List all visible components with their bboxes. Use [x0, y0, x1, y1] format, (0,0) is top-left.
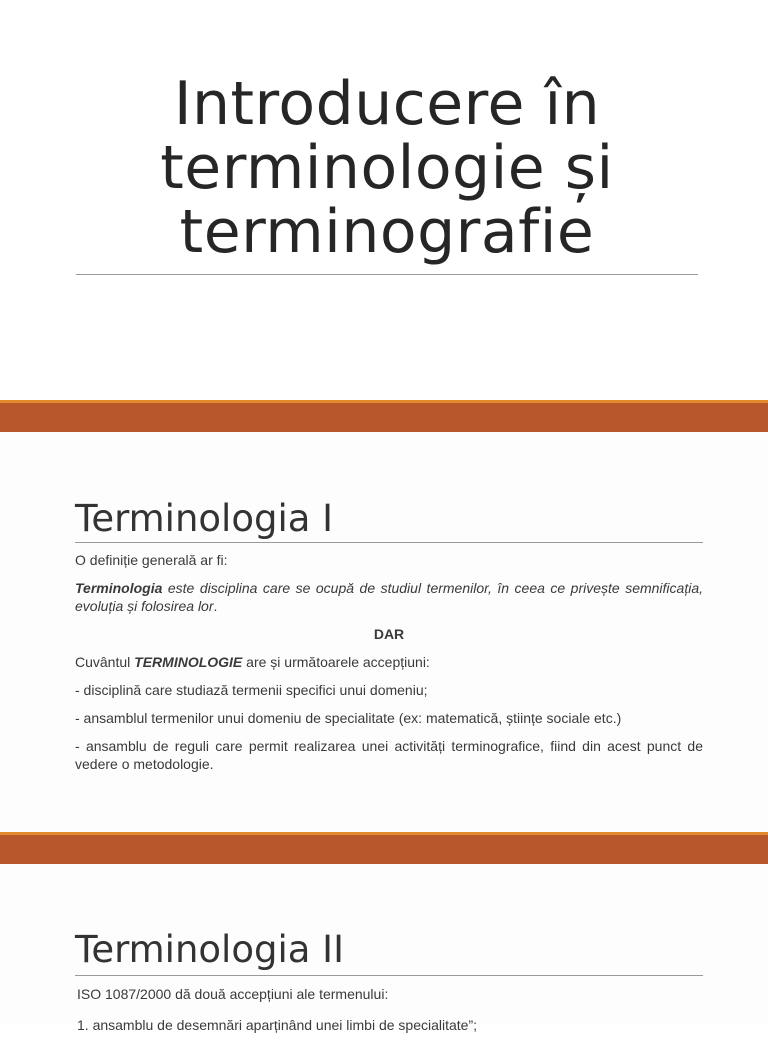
presentation-title [76, 69, 698, 267]
acceptions-term: TERMINOLOGIE [134, 654, 243, 670]
definition-end: . [213, 598, 218, 614]
list-item: - ansamblu de reguli care permit realizarea unei activități terminografice, fiind din acest punct de vedere o metodologie. [75, 738, 703, 772]
slide-terminologia-1 [0, 432, 768, 832]
title-line-2: terminologie și [160, 133, 614, 203]
dar-text: DAR [373, 626, 405, 642]
list-item: - ansamblul termenilor unui domeniu de specialitate (ex: matematică, științe sociale etc.) [75, 710, 622, 726]
title-divider [76, 274, 698, 275]
acceptions-suffix: are și următoarele accepțiuni: [242, 654, 430, 670]
list-item: - disciplină care studiază termenii specifici unui domeniu; [75, 682, 428, 698]
acceptions-intro [75, 653, 703, 671]
definition-paragraph [75, 579, 703, 615]
slide-heading: Terminologia II [75, 928, 344, 971]
slide-terminologia-2 [0, 864, 768, 1033]
list-item: 1. ansamblu de desemnări aparținând unei limbi de specialitate”; [77, 1017, 478, 1033]
slide-separator-band [0, 400, 768, 433]
heading-divider [75, 542, 703, 543]
title-line-3: terminografie [179, 197, 595, 267]
definition-term: Terminologia [75, 580, 163, 596]
intro-text: O definiție generală ar fi: [75, 552, 228, 568]
slide-body [75, 551, 703, 783]
slide-separator-band [0, 832, 768, 865]
slide-heading: Terminologia I [75, 497, 334, 540]
acceptions-prefix: Cuvântul [75, 654, 135, 670]
title-line-1: Introducere în [173, 69, 601, 139]
intro-text: ISO 1087/2000 dă două accepțiuni ale termenului: [77, 986, 389, 1002]
definition-text: este disciplina care se ocupă de studiul termenilor, în ceea ce privește semnificația, evoluția și folosirea lor [75, 580, 703, 614]
heading-divider [75, 975, 703, 976]
slide-title [0, 0, 768, 400]
slide-body [77, 985, 705, 1044]
